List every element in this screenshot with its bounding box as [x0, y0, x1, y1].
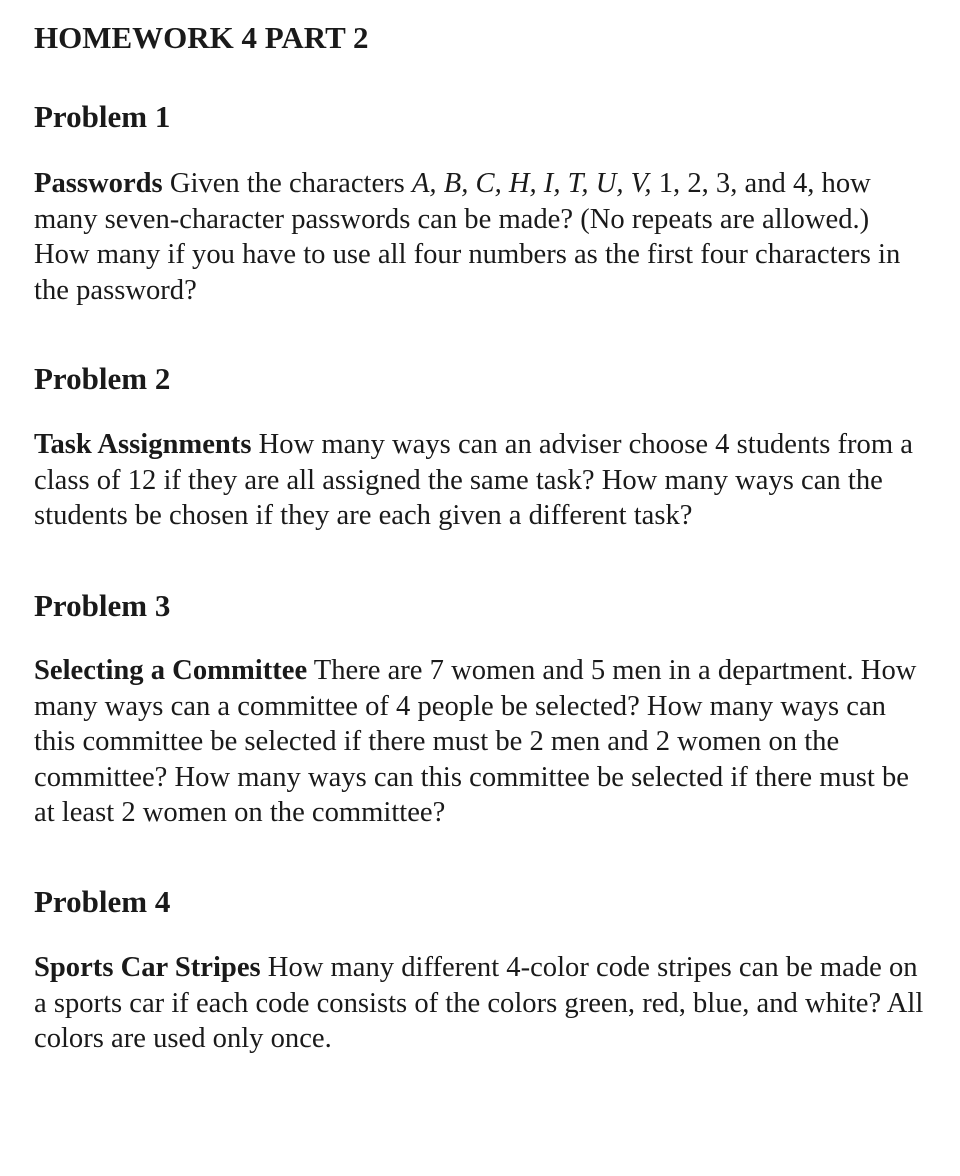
problem-1-text: [34, 166, 929, 308]
problem-1-lead: Passwords: [34, 168, 163, 199]
problem-2-lead: Task Assignments: [34, 429, 252, 460]
problem-3-text: [34, 653, 929, 831]
problem-3-heading: Problem 3: [34, 588, 171, 623]
problem-4-text: [34, 950, 929, 1057]
problem-1-text-a: Given the characters: [162, 168, 412, 199]
problem-3-lead: Selecting a Committee: [34, 655, 308, 686]
problem-2-heading: Problem 2: [34, 361, 171, 396]
problem-4-heading: Problem 4: [34, 884, 171, 919]
problem-1-heading: Problem 1: [34, 99, 171, 134]
document-title: HOMEWORK 4 PART 2: [34, 20, 369, 55]
problem-1-text-b: 1, 2, 3, and 4, how many seven-character passwords can be made? (No repeats are allowed.) How many if you have to use all four numbers as the first four characters in the password?: [34, 168, 901, 306]
problem-1-characters: A, B, C, H, I, T, U, V,: [411, 168, 652, 199]
problem-4-body: How many different 4-color code stripes can be made on a sports car if each code consists of the colors green, red, blue, and white? All colors are used only once.: [34, 952, 924, 1054]
problem-3-body: There are 7 women and 5 men in a department. How many ways can a committee of 4 people be selected? How many ways can this committee be selected if there must be 2 men and 2 women on the committee? How many ways can this committee be selected if there must be at least 2 women on the committee?: [34, 655, 917, 828]
problem-2-body: How many ways can an adviser choose 4 students from a class of 12 if they are all assigned the same task? How many ways can the students be chosen if they are each given a different task?: [34, 429, 913, 531]
problem-2-text: [34, 427, 929, 534]
problem-4-lead: Sports Car Stripes: [34, 952, 261, 983]
